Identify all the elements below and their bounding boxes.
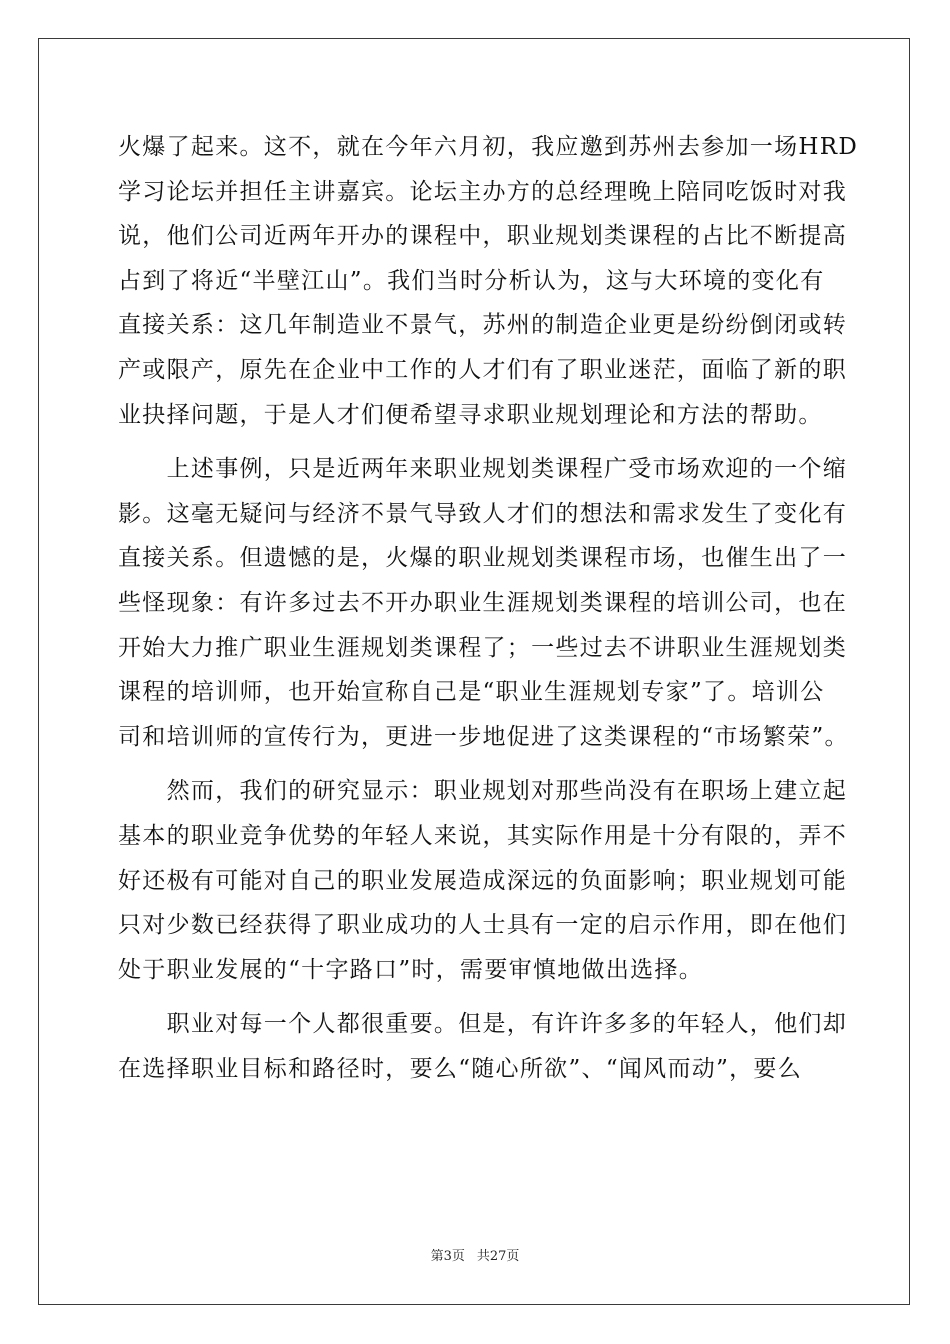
text-line: 只对少数已经获得了职业成功的人士具有一定的启示作用，即在他们 (118, 912, 847, 939)
text-line: 处于职业发展的“十字路口”时，需要审慎地做出选择。 (118, 956, 704, 983)
page-footer (0, 1245, 950, 1264)
document-body (118, 125, 859, 1091)
paragraph-2 (118, 447, 849, 759)
text-line: 开始大力推广职业生涯规划类课程了；一些过去不讲职业生涯规划类 (118, 634, 847, 661)
text-line: 在选择职业目标和路径时，要么“随心所欲”、“闻风而动”，要么 (118, 1055, 803, 1082)
text-line: 职业对每一个人都很重要。但是，有许许多多的年轻人，他们却 (118, 1011, 847, 1038)
text-line: 直接关系：这几年制造业不景气，苏州的制造企业更是纷纷倒闭或转 (118, 312, 847, 339)
text-line: 上述事例，只是近两年来职业规划类课程广受市场欢迎的一个缩 (118, 456, 847, 483)
text-line: 司和培训师的宣传行为，更进一步地促进了这类课程的“市场繁荣”。 (118, 723, 849, 750)
paragraph-1 (118, 125, 859, 437)
text-line: 然而，我们的研究显示：职业规划对那些尚没有在职场上建立起 (118, 778, 847, 805)
text-line: 些怪现象：有许多过去不开办职业生涯规划类课程的培训公司，也在 (118, 589, 847, 616)
text-line: 产或限产，原先在企业中工作的人才们有了职业迷茫，面临了新的职 (118, 356, 847, 383)
text-line: 影。这毫无疑问与经济不景气导致人才们的想法和需求发生了变化有 (118, 500, 847, 527)
paragraph-3 (118, 769, 847, 992)
text-line: 火爆了起来。这不，就在今年六月初，我应邀到苏州去参加一场HRD (118, 134, 859, 160)
page-total: 共27页 (476, 1249, 520, 1264)
text-line: 基本的职业竞争优势的年轻人来说，其实际作用是十分有限的，弄不 (118, 822, 847, 849)
page-number: 第3页 (430, 1249, 465, 1264)
text-line: 占到了将近“半壁江山”。我们当时分析认为，这与大环境的变化有 (118, 267, 825, 294)
text-line: 直接关系。但遗憾的是，火爆的职业规划类课程市场，也催生出了一 (118, 545, 847, 572)
text-line: 业抉择问题，于是人才们便希望寻求职业规划理论和方法的帮助。 (118, 401, 823, 428)
paragraph-4 (118, 1002, 847, 1091)
text-line: 好还极有可能对自己的职业发展造成深远的负面影响；职业规划可能 (118, 867, 847, 894)
text-line: 说，他们公司近两年开办的课程中，职业规划类课程的占比不断提高 (118, 223, 847, 250)
text-line: 学习论坛并担任主讲嘉宾。论坛主办方的总经理晚上陪同吃饭时对我 (118, 178, 847, 205)
text-line: 课程的培训师，也开始宣称自己是“职业生涯规划专家”了。培训公 (118, 679, 825, 706)
